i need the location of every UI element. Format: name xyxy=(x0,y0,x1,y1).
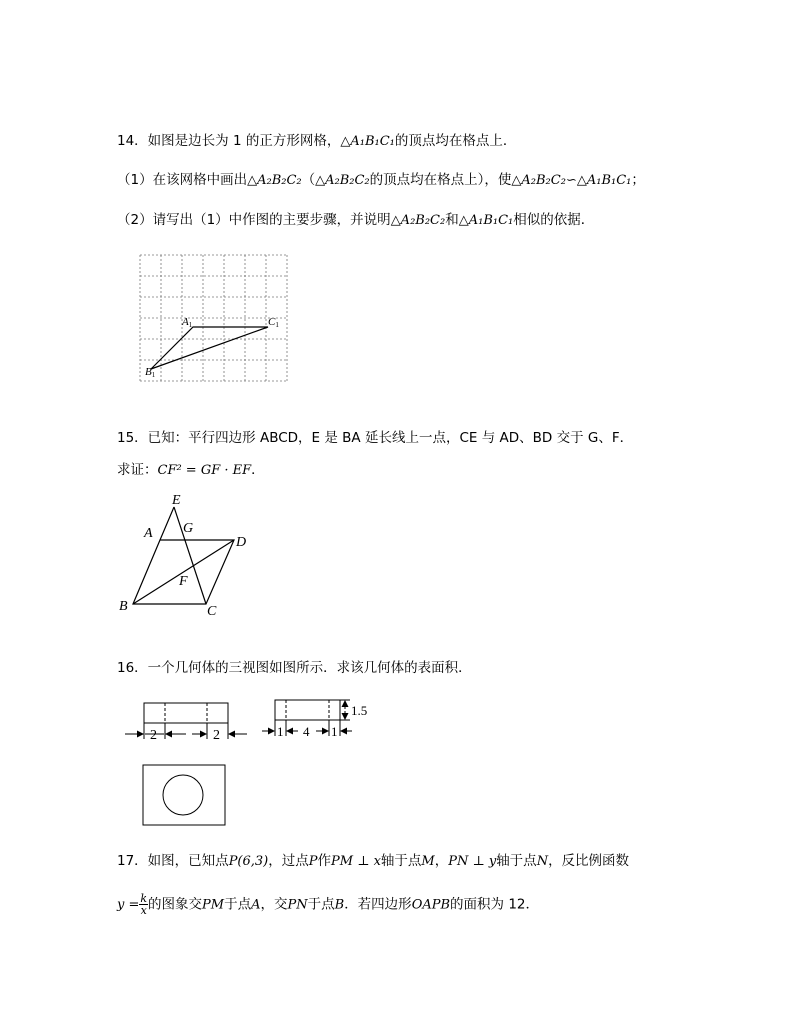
label-f: F xyxy=(179,574,188,589)
label-e: E xyxy=(172,493,181,508)
side-dim-1b: 1 xyxy=(331,724,338,739)
q15-parallelogram-figure xyxy=(112,490,262,620)
label-a: A xyxy=(144,526,153,541)
label-g: G xyxy=(183,521,194,536)
triangle-a1b1c1: △A₁B₁C₁ xyxy=(340,134,395,149)
diagonal-bd xyxy=(133,540,234,604)
label-c: C xyxy=(207,604,217,619)
label-a1: A1 xyxy=(182,316,193,329)
front-dim-left: 2 xyxy=(150,728,157,743)
fraction-k-over-x: $\frac{k}{x}$ xyxy=(140,892,148,917)
q14-part1: （1）在该网格中画出△A₂B₂C₂（△A₂B₂C₂的顶点均在格点上），使△A₂B₂C₂∽△A₁B₁C₁； xyxy=(117,172,645,188)
label-c1: C1 xyxy=(268,316,279,329)
label-b: B xyxy=(119,599,128,614)
q16-three-views-figure xyxy=(120,695,368,845)
q17-line1: 17．如图，已知点P(6,3)，过点P作PM ⊥ x轴于点M，PN ⊥ y轴于点N，反比例函数 xyxy=(117,853,630,869)
side-dim-height: 1.5 xyxy=(351,703,368,718)
square-grid xyxy=(140,255,287,381)
q17-line2: y = $\frac{k}{x}$ 的图象交PM于点A，交PN于点B．若四边形OAPB的面积为 12． xyxy=(117,892,540,917)
triangle-a1b1c1-shape xyxy=(151,327,268,369)
label-d: D xyxy=(236,535,247,550)
label-b1: B1 xyxy=(145,366,156,379)
q15-formula: CF² = GF · EF xyxy=(157,463,252,478)
side-dim-1a: 1 xyxy=(277,724,284,739)
q16-stem: 16．一个几何体的三视图如图所示．求该几何体的表面积． xyxy=(117,660,472,676)
top-view-circle xyxy=(163,775,203,815)
q15-stem: 15．已知：平行四边形 ABCD，E 是 BA 延长线上一点，CE 与 AD、BD 交于 G、F． xyxy=(117,430,634,446)
front-dim-right: 2 xyxy=(213,728,220,743)
front-view xyxy=(125,703,247,739)
q14-part2: （2）请写出（1）中作图的主要步骤，并说明△A₂B₂C₂和△A₁B₁C₁相似的依据． xyxy=(117,212,595,228)
q14-stem: 14．如图是边长为 1 的正方形网格，△A₁B₁C₁的顶点均在格点上． xyxy=(117,133,517,149)
q15-prove: 求证：CF² = GF · EF． xyxy=(117,462,265,478)
ba-extension-line xyxy=(160,507,174,540)
q14-grid-figure xyxy=(130,248,295,390)
side-dim-4: 4 xyxy=(303,724,310,739)
top-view xyxy=(143,765,225,825)
